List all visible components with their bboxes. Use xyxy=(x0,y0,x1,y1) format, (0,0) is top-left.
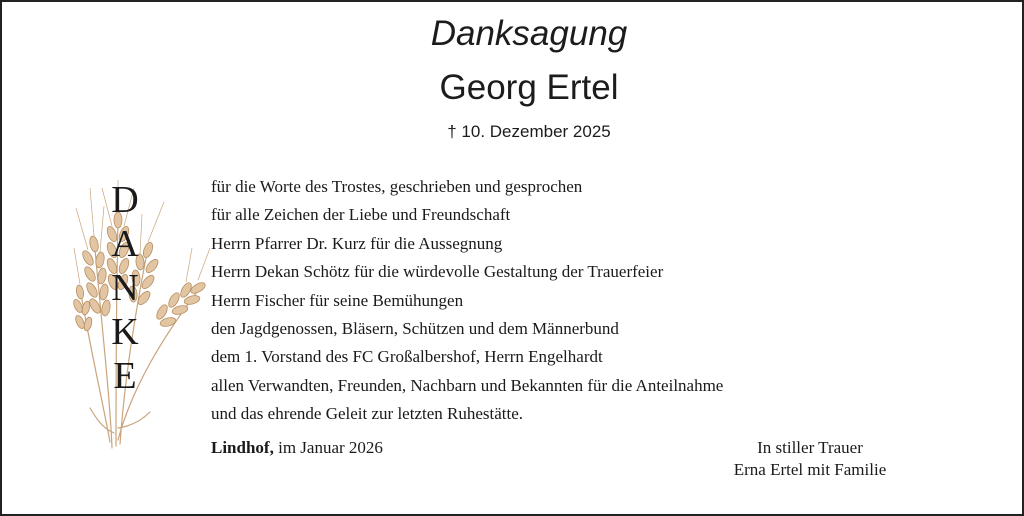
signature-line-2: Erna Ertel mit Familie xyxy=(733,460,887,479)
thanks-line: für alle Zeichen der Liebe und Freundschaft xyxy=(211,205,511,225)
thanks-line: den Jagdgenossen, Bläsern, Schützen und dem Männerbund xyxy=(211,319,619,339)
danke-vertical-word xyxy=(104,178,146,398)
place-name: Lindhof, xyxy=(211,438,274,457)
notice-title: Danksagung xyxy=(430,14,628,53)
danke-letter: D xyxy=(111,179,139,221)
thanks-line: dem 1. Vorstand des FC Großalbershof, Herrn Engelhardt xyxy=(211,347,603,367)
danke-letter: E xyxy=(113,355,137,397)
thanks-line: Herrn Fischer für seine Bemühungen xyxy=(211,290,464,310)
thanks-line: und das ehrende Geleit zur letzten Ruhestätte. xyxy=(211,404,524,424)
death-date: † 10. Dezember 2025 xyxy=(447,122,611,141)
thanks-line: allen Verwandten, Freunden, Nachbarn und Bekannten für die Anteilnahme xyxy=(211,375,724,395)
thanks-line: Herrn Pfarrer Dr. Kurz für die Aussegnung xyxy=(211,233,503,253)
danke-letter: N xyxy=(111,267,139,309)
deceased-name: Georg Ertel xyxy=(439,68,619,107)
signature-block xyxy=(710,437,910,481)
thanks-line: Herrn Dekan Schötz für die würdevolle Gestaltung der Trauerfeier xyxy=(211,262,664,282)
signature-line-1: In stiller Trauer xyxy=(757,438,863,457)
date-text: im Januar 2026 xyxy=(273,438,383,457)
thanks-line: für die Worte des Trostes, geschrieben und gesprochen xyxy=(211,177,583,196)
danke-letter: A xyxy=(111,223,139,265)
danke-letter: K xyxy=(111,311,139,353)
place-and-date xyxy=(211,435,383,461)
thanks-list xyxy=(211,173,723,429)
